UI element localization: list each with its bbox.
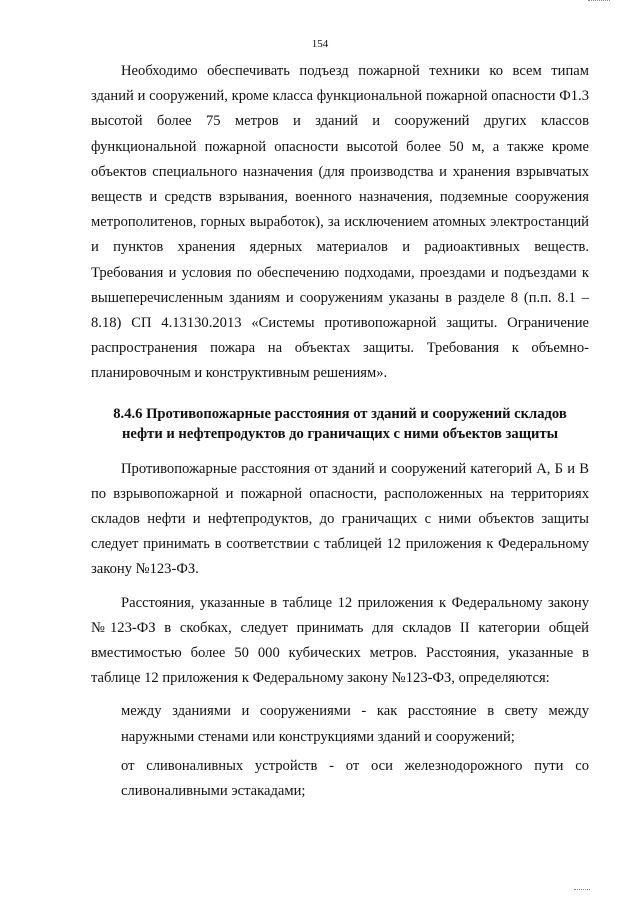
document-body [91,59,589,804]
paragraph-fire-access: Необходимо обеспечивать подъезд пожарной техники ко всем типам зданий и сооружений, кроме класса функциональной пожарной опасности Ф1.3 высотой более 75 метров и зданий и сооружений других классов функциональной пожарной опасности высотой более 50 м, а также кроме объектов специального назначения (для производства и хранения взрывчатых веществ и средств взрывания, военного назначения, подземные сооружения метрополитенов, горных выработок), за исключением атомных электростанций и пунктов хранения ядерных материалов и радиоактивных веществ. Требования и условия по обеспечению подходами, проездами и подъездами к вышеперечисленным зданиям и сооружениям указаны в разделе 8 (п.п. 8.1 – 8.18) СП 4.13130.2013 «Системы противопожарной защиты. Ограничение распространения пожара на объектах защиты. Требования к объемно-планировочным и конструктивным решениям». [91,63,589,382]
paragraph-fire-distances: Противопожарные расстояния от зданий и сооружений категорий А, Б и В по взрывопожарной и пожарной опасности, расположенных на территориях складов нефти и нефтепродуктов, до граничащих с ними объектов защиты следует принимать в соответствии с таблицей 12 приложения к Федеральному закону №123-ФЗ. [91,460,589,578]
section-heading-line1: 8.4.6 Противопожарные расстояния от зданий и сооружений складов [113,405,567,422]
paragraph-distances-brackets: Расстояния, указанные в таблице 12 приложения к Федеральному закону №123-ФЗ в скобках, следует принимать для складов II категории общей вместимостью более 50 000 кубических метров. Расстояния, указанные в таблице 12 приложения к Федеральному закону №123-ФЗ, определяются: [91,594,589,687]
list-item: между зданиями и сооружениями - как расстояние в свету между наружными стенами или конструкциями зданий и сооружений; [121,703,589,745]
section-heading-line2: нефти и нефтепродуктов до граничащих с ними объектов защиты [121,425,559,442]
scan-corner-mark [588,0,610,4]
scan-corner-mark [574,889,590,893]
list-item: от сливоналивных устройств - от оси железнодорожного пути со сливоналивными эстакадами; [121,757,589,800]
page-number: 154 [311,38,329,50]
section-heading [91,404,589,444]
